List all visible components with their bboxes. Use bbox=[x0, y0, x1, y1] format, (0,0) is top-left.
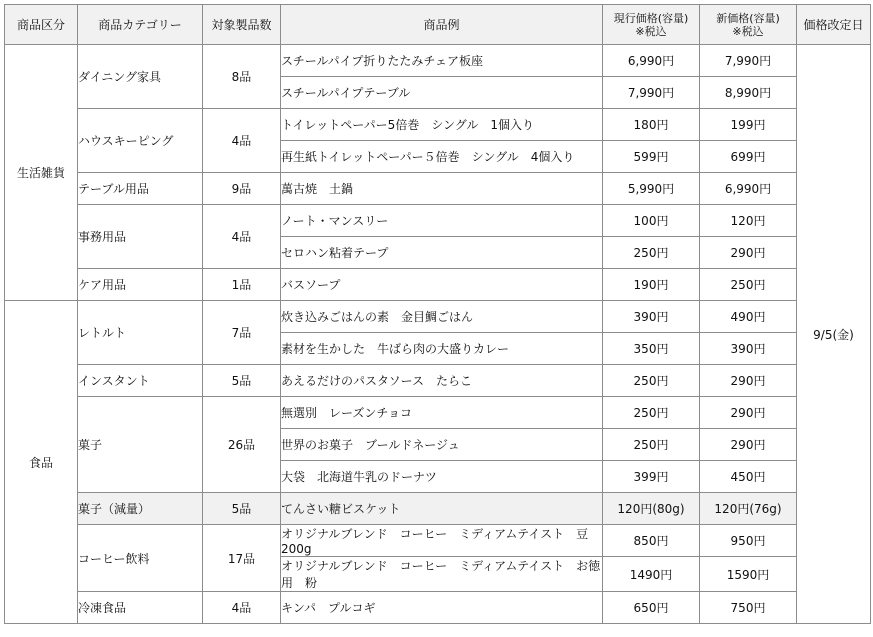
count-cell: 26品 bbox=[203, 397, 281, 493]
new-price-cell: 290円 bbox=[700, 429, 797, 461]
header-example: 商品例 bbox=[281, 5, 603, 45]
new-price-cell: 199円 bbox=[700, 109, 797, 141]
count-cell: 1品 bbox=[203, 269, 281, 301]
new-price-cell: 120円(76g) bbox=[700, 493, 797, 525]
new-price-cell: 290円 bbox=[700, 365, 797, 397]
new-price-cell: 950円 bbox=[700, 525, 797, 557]
new-price-cell: 250円 bbox=[700, 269, 797, 301]
example-cell: 再生紙トイレットペーパー５倍巻 シングル 4個入り bbox=[281, 141, 603, 173]
new-price-cell: 6,990円 bbox=[700, 173, 797, 205]
count-cell: 4品 bbox=[203, 205, 281, 269]
new-price-cell: 390円 bbox=[700, 333, 797, 365]
category-cell: 菓子 bbox=[78, 397, 203, 493]
current-price-cell: 250円 bbox=[603, 397, 700, 429]
current-price-cell: 390円 bbox=[603, 301, 700, 333]
current-price-cell: 190円 bbox=[603, 269, 700, 301]
category-cell: インスタント bbox=[78, 365, 203, 397]
header-new-price bbox=[700, 5, 797, 45]
example-cell: オリジナルブレンド コーヒー ミディアムテイスト 豆 200g bbox=[281, 525, 603, 557]
example-cell: 大袋 北海道牛乳のドーナツ bbox=[281, 461, 603, 493]
table-row-highlighted bbox=[5, 493, 871, 525]
category-cell: ケア用品 bbox=[78, 269, 203, 301]
new-price-cell: 7,990円 bbox=[700, 45, 797, 77]
header-row bbox=[5, 5, 871, 45]
header-new-price-line2: ※税込 bbox=[732, 24, 764, 38]
example-cell: キンパ プルコギ bbox=[281, 592, 603, 624]
category-cell: 菓子（減量） bbox=[78, 493, 203, 525]
example-cell: スチールパイプ折りたたみチェア板座 bbox=[281, 45, 603, 77]
table-row bbox=[5, 269, 871, 301]
current-price-cell: 250円 bbox=[603, 429, 700, 461]
count-cell: 9品 bbox=[203, 173, 281, 205]
header-division: 商品区分 bbox=[5, 5, 78, 45]
category-cell: テーブル用品 bbox=[78, 173, 203, 205]
table-row bbox=[5, 173, 871, 205]
table-row bbox=[5, 301, 871, 333]
count-cell: 5品 bbox=[203, 493, 281, 525]
header-current-price bbox=[603, 5, 700, 45]
new-price-cell: 290円 bbox=[700, 237, 797, 269]
current-price-cell: 6,990円 bbox=[603, 45, 700, 77]
count-cell: 8品 bbox=[203, 45, 281, 109]
table-row bbox=[5, 525, 871, 557]
header-category: 商品カテゴリー bbox=[78, 5, 203, 45]
example-cell: ノート・マンスリー bbox=[281, 205, 603, 237]
current-price-cell: 350円 bbox=[603, 333, 700, 365]
price-revision-table bbox=[4, 4, 871, 624]
current-price-cell: 5,990円 bbox=[603, 173, 700, 205]
header-current-price-line2: ※税込 bbox=[635, 24, 667, 38]
current-price-cell: 7,990円 bbox=[603, 77, 700, 109]
example-cell: 世界のお菓子 ブールドネージュ bbox=[281, 429, 603, 461]
new-price-cell: 750円 bbox=[700, 592, 797, 624]
current-price-cell: 120円(80g) bbox=[603, 493, 700, 525]
new-price-cell: 699円 bbox=[700, 141, 797, 173]
division-household: 生活雑貨 bbox=[5, 45, 78, 301]
header-current-price-line1: 現行価格(容量) bbox=[613, 11, 689, 25]
revision-date-cell: 9/5(金) bbox=[797, 45, 871, 624]
current-price-cell: 100円 bbox=[603, 205, 700, 237]
category-cell: 冷凍食品 bbox=[78, 592, 203, 624]
division-food: 食品 bbox=[5, 301, 78, 624]
example-cell: セロハン粘着テープ bbox=[281, 237, 603, 269]
new-price-cell: 490円 bbox=[700, 301, 797, 333]
example-cell: 素材を生かした 牛ばら肉の大盛りカレー bbox=[281, 333, 603, 365]
header-count: 対象製品数 bbox=[203, 5, 281, 45]
table-row bbox=[5, 205, 871, 237]
example-cell: トイレットペーパー5倍巻 シングル 1個入り bbox=[281, 109, 603, 141]
count-cell: 5品 bbox=[203, 365, 281, 397]
category-cell: コーヒー飲料 bbox=[78, 525, 203, 592]
current-price-cell: 180円 bbox=[603, 109, 700, 141]
table-row bbox=[5, 109, 871, 141]
count-cell: 17品 bbox=[203, 525, 281, 592]
example-cell: 無選別 レーズンチョコ bbox=[281, 397, 603, 429]
current-price-cell: 850円 bbox=[603, 525, 700, 557]
example-cell: 萬古焼 土鍋 bbox=[281, 173, 603, 205]
header-revision-date: 価格改定日 bbox=[797, 5, 871, 45]
current-price-cell: 399円 bbox=[603, 461, 700, 493]
new-price-cell: 450円 bbox=[700, 461, 797, 493]
example-cell: 炊き込みごはんの素 金目鯛ごはん bbox=[281, 301, 603, 333]
table-row bbox=[5, 45, 871, 77]
table-row bbox=[5, 397, 871, 429]
price-revision-table-container bbox=[4, 4, 871, 624]
current-price-cell: 599円 bbox=[603, 141, 700, 173]
table-row bbox=[5, 365, 871, 397]
category-cell: ダイニング家具 bbox=[78, 45, 203, 109]
count-cell: 7品 bbox=[203, 301, 281, 365]
example-cell: スチールパイプテーブル bbox=[281, 77, 603, 109]
example-cell: てんさい糖ビスケット bbox=[281, 493, 603, 525]
current-price-cell: 250円 bbox=[603, 237, 700, 269]
example-cell: あえるだけのパスタソース たらこ bbox=[281, 365, 603, 397]
table-row bbox=[5, 592, 871, 624]
category-cell: 事務用品 bbox=[78, 205, 203, 269]
header-new-price-line1: 新価格(容量) bbox=[716, 11, 780, 25]
count-cell: 4品 bbox=[203, 592, 281, 624]
category-cell: ハウスキーピング bbox=[78, 109, 203, 173]
current-price-cell: 650円 bbox=[603, 592, 700, 624]
example-cell: バスソープ bbox=[281, 269, 603, 301]
new-price-cell: 1590円 bbox=[700, 557, 797, 592]
current-price-cell: 1490円 bbox=[603, 557, 700, 592]
count-cell: 4品 bbox=[203, 109, 281, 173]
example-cell: オリジナルブレンド コーヒー ミディアムテイスト お徳用 粉 bbox=[281, 557, 603, 592]
new-price-cell: 120円 bbox=[700, 205, 797, 237]
current-price-cell: 250円 bbox=[603, 365, 700, 397]
new-price-cell: 290円 bbox=[700, 397, 797, 429]
category-cell: レトルト bbox=[78, 301, 203, 365]
new-price-cell: 8,990円 bbox=[700, 77, 797, 109]
